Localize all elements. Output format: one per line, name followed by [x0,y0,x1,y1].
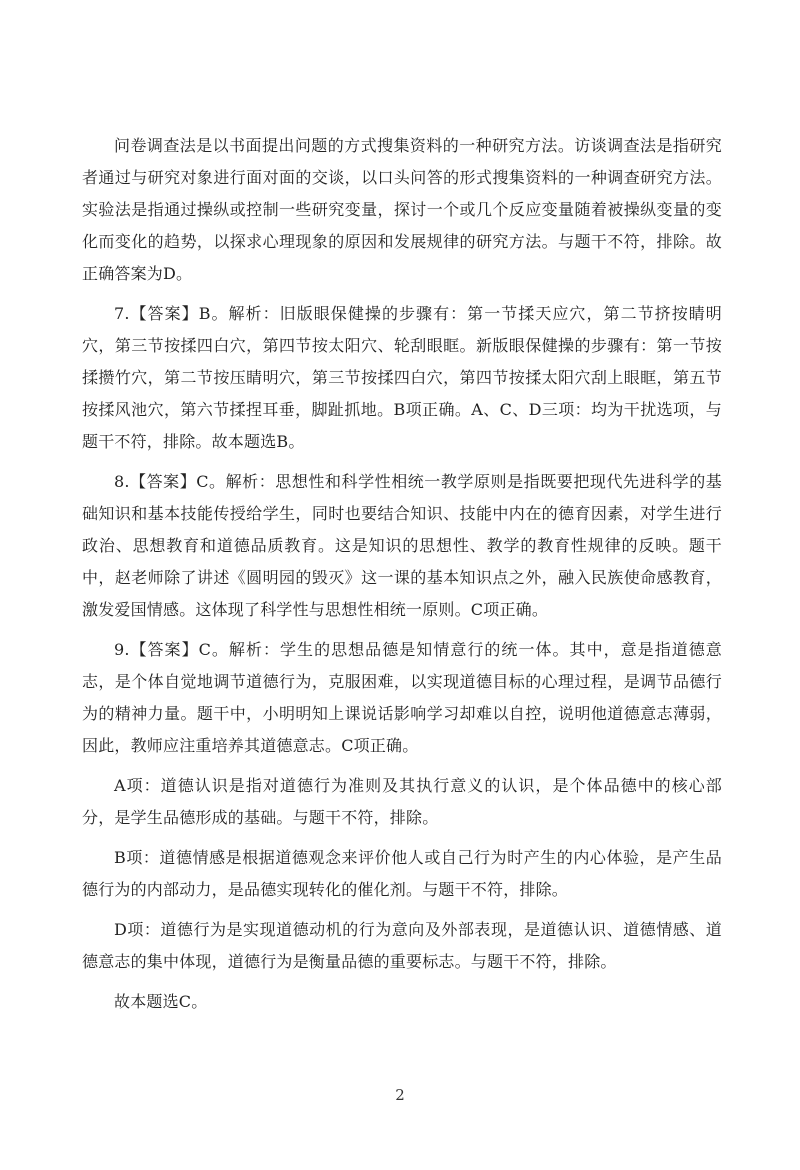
paragraph-option-d: D项：道德行为是实现道德动机的行为意向及外部表现，是道德认识、道德情感、道德意志的集中体现，道德行为是衡量品德的重要标志。与题干不符，排除。 [82,920,722,971]
document-body [82,130,722,1018]
paragraph-answer-7: 7.【答案】B。解析：旧版眼保健操的步骤有：第一节揉天应穴，第二节挤按睛明穴，第三节按揉四白穴，第四节按太阳穴、轮刮眼眶。新版眼保健操的步骤有：第一节按揉攒竹穴，第二节按压睛明穴，第三节按揉四白穴，第四节按揉太阳穴刮上眼眶，第五节按揉风池穴，第六节揉捏耳垂，脚趾抓地。B项正确。A、C、D三项：均为干扰选项，与题干不符，排除。故本题选B。 [82,304,722,451]
paragraph-answer-8: 8.【答案】C。解析：思想性和科学性相统一教学原则是指既要把现代先进科学的基础知识和基本技能传授给学生，同时也要结合知识、技能中内在的德育因素，对学生进行政治、思想教育和道德品质教育。这是知识的思想性、教学的教育性规律的反映。题干中，赵老师除了讲述《圆明园的毁灭》这一课的基本知识点之外，融入民族使命感教育，激发爱国情感。这体现了科学性与思想性相统一原则。C项正确。 [82,472,722,619]
paragraph-answer-9: 9.【答案】C。解析：学生的思想品德是知情意行的统一体。其中，意是指道德意志，是个体自觉地调节道德行为，克服困难，以实现道德目标的心理过程，是调节品德行为的精神力量。题干中，小明明知上课说话影响学习却难以自控，说明他道德意志薄弱，因此，教师应注重培养其道德意志。C项正确。 [82,640,722,755]
paragraph-conclusion: 故本题选C。 [114,992,208,1011]
paragraph-method-explanation: 问卷调查法是以书面提出问题的方式搜集资料的一种研究方法。访谈调查法是指研究者通过与研究对象进行面对面的交谈，以口头问答的形式搜集资料的一种调查研究方法。实验法是指通过操纵或控制一些研究变量，探讨一个或几个反应变量随着被操纵变量的变化而变化的趋势，以探求心理现象的原因和发展规律的研究方法。与题干不符，排除。故正确答案为D。 [82,136,722,283]
paragraph-option-a: A项：道德认识是指对道德行为准则及其执行意义的认识，是个体品德中的核心部分，是学生品德形成的基础。与题干不符，排除。 [82,776,722,827]
page-number: 2 [395,1086,405,1104]
paragraph-option-b: B项：道德情感是根据道德观念来评价他人或自己行为时产生的内心体验，是产生品德行为的内部动力，是品德实现转化的催化剂。与题干不符，排除。 [82,848,722,899]
